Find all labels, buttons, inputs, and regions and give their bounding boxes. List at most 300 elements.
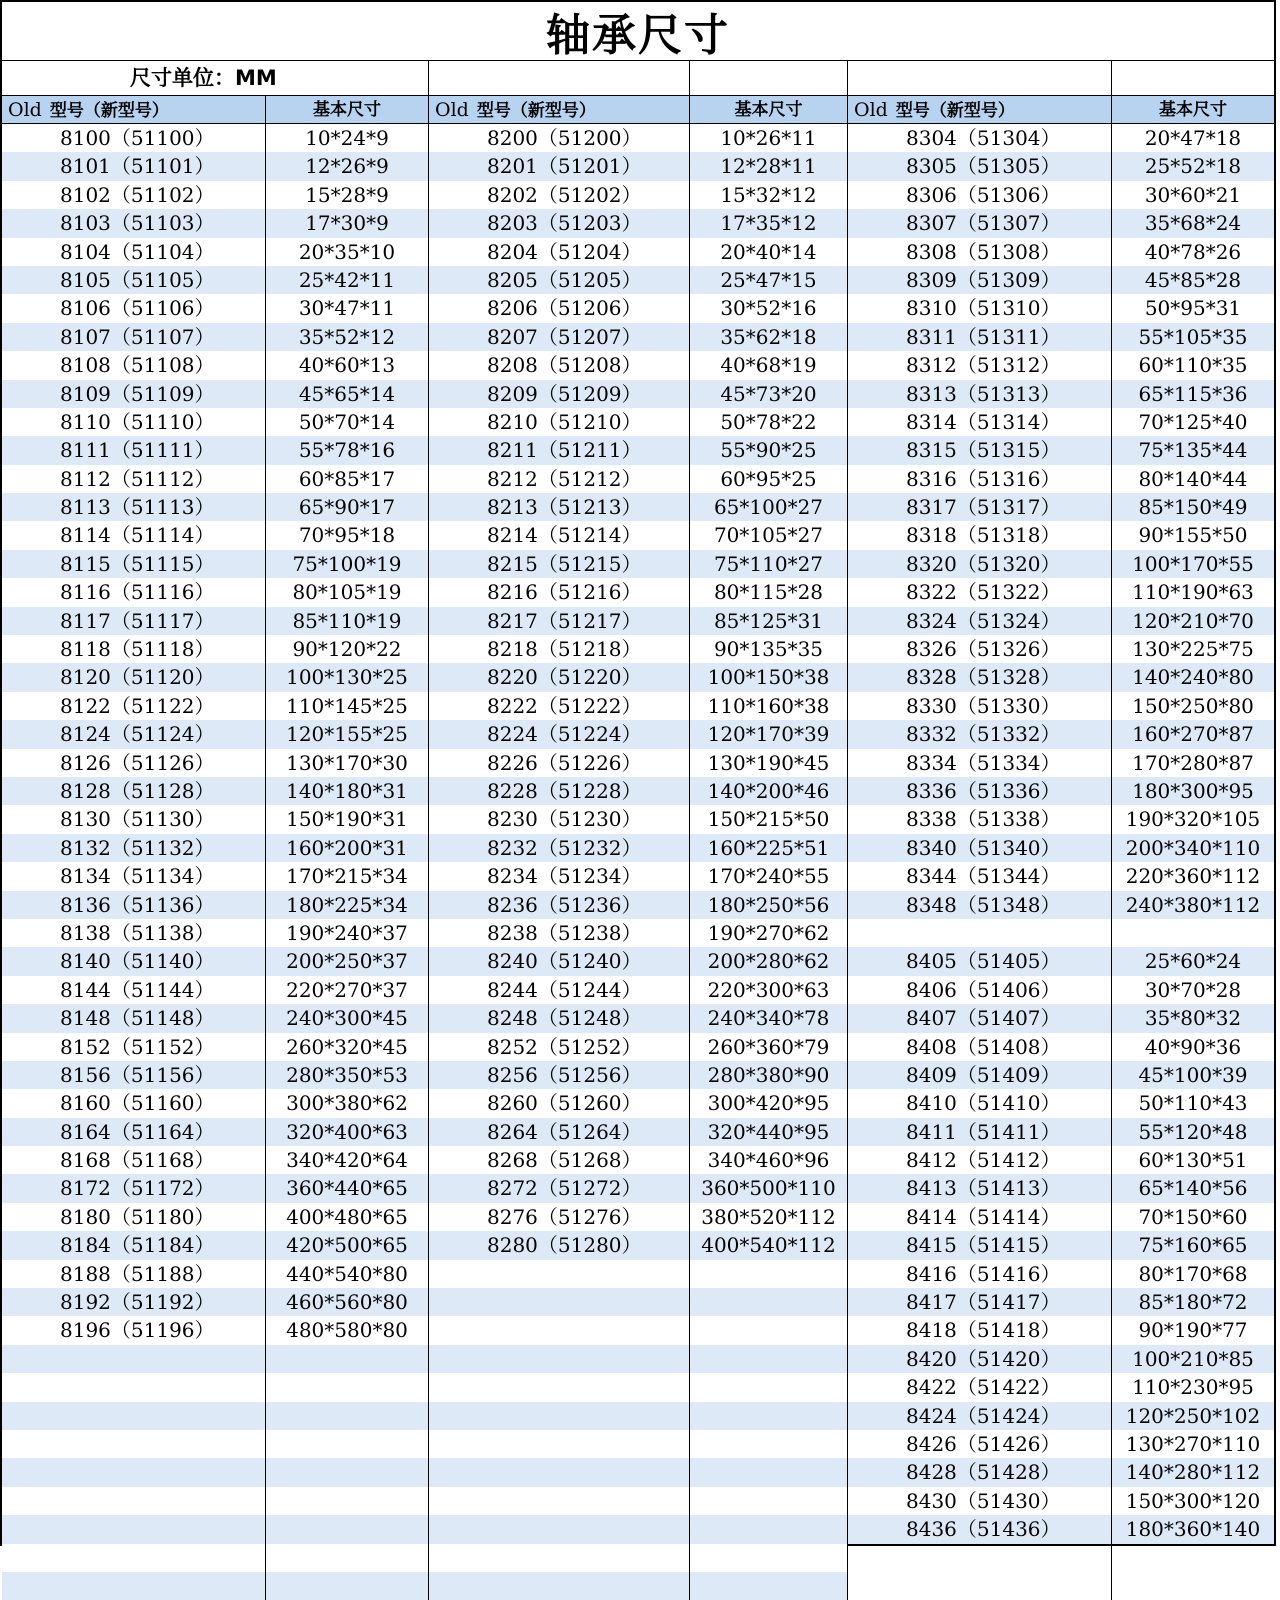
size-cell: 280*350*53: [266, 1061, 428, 1089]
size-cell: [690, 1487, 847, 1515]
model-header: [848, 96, 1111, 124]
size-cell: 70*105*27: [690, 521, 847, 549]
model-cell: 8168（51168）: [2, 1146, 265, 1174]
model-cell: [2, 1373, 265, 1401]
size-cell: 90*155*50: [1112, 521, 1274, 549]
model-cell: 8309（51309）: [848, 266, 1111, 294]
size-cell: 60*130*51: [1112, 1146, 1274, 1174]
model-cell: 8260（51260）: [429, 1089, 689, 1117]
size-cell: 100*150*38: [690, 663, 847, 691]
model-column-8300: [848, 96, 1112, 1600]
size-cell: 50*78*22: [690, 408, 847, 436]
size-cell: 70*150*60: [1112, 1203, 1274, 1231]
blank-cell: [1112, 61, 1274, 95]
size-cell: 85*180*72: [1112, 1288, 1274, 1316]
model-cell: 8211（51211）: [429, 436, 689, 464]
size-cell: [690, 1288, 847, 1316]
size-cell: 60*95*25: [690, 465, 847, 493]
model-cell: 8117（51117）: [2, 607, 265, 635]
model-cell: 8272（51272）: [429, 1174, 689, 1202]
size-cell: 75*110*27: [690, 550, 847, 578]
model-cell: 8311（51311）: [848, 323, 1111, 351]
model-cell: [429, 1316, 689, 1344]
size-cell: 45*73*20: [690, 380, 847, 408]
model-cell: [429, 1402, 689, 1430]
model-cell: 8411（51411）: [848, 1118, 1111, 1146]
size-cell: 30*47*11: [266, 294, 428, 322]
size-cell: 220*300*63: [690, 976, 847, 1004]
size-cell: [266, 1544, 428, 1572]
size-cell: 20*47*18: [1112, 124, 1274, 152]
size-cell: 150*215*50: [690, 805, 847, 833]
model-cell: 8220（51220）: [429, 663, 689, 691]
model-cell: 8409（51409）: [848, 1061, 1111, 1089]
size-cell: 45*65*14: [266, 380, 428, 408]
model-cell: 8422（51422）: [848, 1373, 1111, 1401]
model-cell: 8109（51109）: [2, 380, 265, 408]
size-cell: 480*580*80: [266, 1316, 428, 1344]
size-cell: 65*115*36: [1112, 380, 1274, 408]
model-cell: 8252（51252）: [429, 1033, 689, 1061]
size-cell: [690, 1430, 847, 1458]
model-cell: 8208（51208）: [429, 351, 689, 379]
model-cell: 8415（51415）: [848, 1231, 1111, 1259]
size-cell: 340*420*64: [266, 1146, 428, 1174]
bearing-table: [2, 96, 1274, 1600]
size-cell: 55*120*48: [1112, 1118, 1274, 1146]
model-cell: 8222（51222）: [429, 692, 689, 720]
size-cell: 140*280*112: [1112, 1458, 1274, 1486]
model-cell: 8134（51134）: [2, 862, 265, 890]
size-header: 基本尺寸: [266, 96, 428, 124]
model-cell: [2, 1487, 265, 1515]
model-cell: 8322（51322）: [848, 578, 1111, 606]
model-cell: 8218（51218）: [429, 635, 689, 663]
size-cell: 25*52*18: [1112, 152, 1274, 180]
size-cell: 220*360*112: [1112, 862, 1274, 890]
model-cell: 8340（51340）: [848, 834, 1111, 862]
size-cell: 300*380*62: [266, 1089, 428, 1117]
size-cell: 80*115*28: [690, 578, 847, 606]
size-cell: 130*190*45: [690, 749, 847, 777]
size-cell: 190*270*62: [690, 919, 847, 947]
model-cell: [2, 1572, 265, 1600]
model-cell: 8212（51212）: [429, 465, 689, 493]
model-cell: 8101（51101）: [2, 152, 265, 180]
size-cell: 55*105*35: [1112, 323, 1274, 351]
size-cell: 260*320*45: [266, 1033, 428, 1061]
model-cell: [429, 1373, 689, 1401]
model-cell: 8106（51106）: [2, 294, 265, 322]
size-cell: 150*250*80: [1112, 692, 1274, 720]
model-header: [2, 96, 265, 124]
size-cell: 85*150*49: [1112, 493, 1274, 521]
model-cell: 8152（51152）: [2, 1033, 265, 1061]
model-cell: 8238（51238）: [429, 919, 689, 947]
model-cell: 8316（51316）: [848, 465, 1111, 493]
size-cell: 80*105*19: [266, 578, 428, 606]
model-cell: 8210（51210）: [429, 408, 689, 436]
size-cell: 60*85*17: [266, 465, 428, 493]
size-cell: 35*62*18: [690, 323, 847, 351]
size-cell: 30*52*16: [690, 294, 847, 322]
size-cell: 260*360*79: [690, 1033, 847, 1061]
size-cell: 17*30*9: [266, 209, 428, 237]
model-cell: 8160（51160）: [2, 1089, 265, 1117]
model-cell: 8196（51196）: [2, 1316, 265, 1344]
size-cell: 220*270*37: [266, 976, 428, 1004]
model-cell: 8213（51213）: [429, 493, 689, 521]
size-cell: 50*95*31: [1112, 294, 1274, 322]
size-cell: 40*68*19: [690, 351, 847, 379]
size-cell: 30*70*28: [1112, 976, 1274, 1004]
model-cell: 8200（51200）: [429, 124, 689, 152]
model-cell: 8102（51102）: [2, 181, 265, 209]
size-cell: 140*240*80: [1112, 663, 1274, 691]
model-cell: 8207（51207）: [429, 323, 689, 351]
size-cell: 140*180*31: [266, 777, 428, 805]
model-cell: 8209（51209）: [429, 380, 689, 408]
model-cell: 8417（51417）: [848, 1288, 1111, 1316]
model-cell: 8326（51326）: [848, 635, 1111, 663]
size-cell: 340*460*96: [690, 1146, 847, 1174]
model-cell: 8108（51108）: [2, 351, 265, 379]
model-cell: 8116（51116）: [2, 578, 265, 606]
model-cell: 8120（51120）: [2, 663, 265, 691]
size-cell: [266, 1373, 428, 1401]
size-cell: 90*135*35: [690, 635, 847, 663]
model-cell: 8103（51103）: [2, 209, 265, 237]
model-cell: [429, 1260, 689, 1288]
model-cell: 8232（51232）: [429, 834, 689, 862]
blank-cell: [429, 61, 690, 95]
model-cell: 8332（51332）: [848, 720, 1111, 748]
model-cell: 8312（51312）: [848, 351, 1111, 379]
size-cell: 35*52*12: [266, 323, 428, 351]
model-cell: [2, 1515, 265, 1543]
model-cell: 8107（51107）: [2, 323, 265, 351]
size-cell: 400*480*65: [266, 1203, 428, 1231]
size-cell: 440*540*80: [266, 1260, 428, 1288]
size-cell: 85*125*31: [690, 607, 847, 635]
model-cell: 8140（51140）: [2, 947, 265, 975]
model-cell: [2, 1345, 265, 1373]
size-cell: 100*170*55: [1112, 550, 1274, 578]
model-cell: 8124（51124）: [2, 720, 265, 748]
model-cell: 8115（51115）: [2, 550, 265, 578]
size-cell: 55*78*16: [266, 436, 428, 464]
model-cell: 8180（51180）: [2, 1203, 265, 1231]
model-cell: [429, 1572, 689, 1600]
size-cell: 240*380*112: [1112, 891, 1274, 919]
model-cell: 8224（51224）: [429, 720, 689, 748]
model-cell: 8203（51203）: [429, 209, 689, 237]
model-header: [429, 96, 689, 124]
model-cell: 8104（51104）: [2, 238, 265, 266]
size-cell: 80*140*44: [1112, 465, 1274, 493]
size-cell: 160*270*87: [1112, 720, 1274, 748]
model-cell: 8344（51344）: [848, 862, 1111, 890]
model-cell: 8216（51216）: [429, 578, 689, 606]
model-cell: 8426（51426）: [848, 1430, 1111, 1458]
model-cell: 8148（51148）: [2, 1004, 265, 1032]
model-cell: 8138（51138）: [2, 919, 265, 947]
size-cell: [266, 1572, 428, 1600]
model-cell: 8305（51305）: [848, 152, 1111, 180]
model-cell: 8244（51244）: [429, 976, 689, 1004]
size-cell: 300*420*95: [690, 1089, 847, 1117]
model-cell: [429, 1458, 689, 1486]
model-cell: 8136（51136）: [2, 891, 265, 919]
model-cell: 8276（51276）: [429, 1203, 689, 1231]
size-cell: 50*70*14: [266, 408, 428, 436]
model-cell: 8413（51413）: [848, 1174, 1111, 1202]
size-cell: 100*130*25: [266, 663, 428, 691]
model-cell: 8405（51405）: [848, 947, 1111, 975]
size-cell: 25*42*11: [266, 266, 428, 294]
size-cell: [690, 1260, 847, 1288]
size-cell: 280*380*90: [690, 1061, 847, 1089]
size-cell: [266, 1487, 428, 1515]
size-cell: [266, 1402, 428, 1430]
size-cell: 200*340*110: [1112, 834, 1274, 862]
old-label: Old: [854, 99, 888, 121]
size-cell: 120*250*102: [1112, 1402, 1274, 1430]
model-cell: 8130（51130）: [2, 805, 265, 833]
model-cell: [2, 1544, 265, 1572]
size-cell: 65*100*27: [690, 493, 847, 521]
model-cell: 8126（51126）: [2, 749, 265, 777]
size-cell: 30*60*21: [1112, 181, 1274, 209]
model-cell: 8317（51317）: [848, 493, 1111, 521]
size-cell: [266, 1458, 428, 1486]
size-cell: 200*280*62: [690, 947, 847, 975]
size-cell: 130*170*30: [266, 749, 428, 777]
model-cell: 8236（51236）: [429, 891, 689, 919]
model-cell: 8320（51320）: [848, 550, 1111, 578]
size-cell: 180*300*95: [1112, 777, 1274, 805]
size-cell: 120*170*39: [690, 720, 847, 748]
size-column-8300: [1112, 96, 1274, 1600]
size-cell: 15*32*12: [690, 181, 847, 209]
model-cell: 8416（51416）: [848, 1260, 1111, 1288]
size-cell: 190*320*105: [1112, 805, 1274, 833]
sheet-title: 轴承尺寸: [2, 2, 1274, 61]
size-cell: 45*100*39: [1112, 1061, 1274, 1089]
model-cell: 8307（51307）: [848, 209, 1111, 237]
model-cell: 8318（51318）: [848, 521, 1111, 549]
model-cell: 8308（51308）: [848, 238, 1111, 266]
size-cell: 20*40*14: [690, 238, 847, 266]
size-cell: 60*110*35: [1112, 351, 1274, 379]
model-cell: 8132（51132）: [2, 834, 265, 862]
size-cell: 130*270*110: [1112, 1430, 1274, 1458]
model-label: 型号（新型号）: [49, 101, 169, 121]
size-cell: 460*560*80: [266, 1288, 428, 1316]
size-cell: 75*160*65: [1112, 1231, 1274, 1259]
model-cell: 8310（51310）: [848, 294, 1111, 322]
size-cell: 80*170*68: [1112, 1260, 1274, 1288]
size-cell: 400*540*112: [690, 1231, 847, 1259]
old-label: Old: [8, 99, 42, 121]
size-cell: 65*140*56: [1112, 1174, 1274, 1202]
size-cell: 360*440*65: [266, 1174, 428, 1202]
model-cell: 8215（51215）: [429, 550, 689, 578]
size-cell: 35*80*32: [1112, 1004, 1274, 1032]
size-cell: [690, 1572, 847, 1600]
model-cell: [429, 1544, 689, 1572]
unit-label: 尺寸单位：MM: [130, 66, 277, 90]
blank-cell: [848, 61, 1112, 95]
size-cell: 110*145*25: [266, 692, 428, 720]
model-cell: 8172（51172）: [2, 1174, 265, 1202]
size-cell: 10*26*11: [690, 124, 847, 152]
model-label: 型号（新型号）: [895, 101, 1015, 121]
model-cell: 8112（51112）: [2, 465, 265, 493]
model-cell: 8420（51420）: [848, 1345, 1111, 1373]
model-cell: 8436（51436）: [848, 1515, 1111, 1543]
model-cell: 8304（51304）: [848, 124, 1111, 152]
model-cell: 8264（51264）: [429, 1118, 689, 1146]
size-cell: 90*120*22: [266, 635, 428, 663]
model-cell: 8328（51328）: [848, 663, 1111, 691]
model-cell: 8424（51424）: [848, 1402, 1111, 1430]
model-cell: [429, 1345, 689, 1373]
model-cell: 8100（51100）: [2, 124, 265, 152]
size-cell: 180*250*56: [690, 891, 847, 919]
size-header: 基本尺寸: [690, 96, 847, 124]
model-cell: 8430（51430）: [848, 1487, 1111, 1515]
size-cell: 40*78*26: [1112, 238, 1274, 266]
model-cell: 8201（51201）: [429, 152, 689, 180]
unit-cell: [2, 61, 429, 95]
model-column-8200: [429, 96, 690, 1600]
model-cell: 8248（51248）: [429, 1004, 689, 1032]
size-cell: 320*400*63: [266, 1118, 428, 1146]
model-cell: 8428（51428）: [848, 1458, 1111, 1486]
model-cell: 8408（51408）: [848, 1033, 1111, 1061]
model-cell: 8188（51188）: [2, 1260, 265, 1288]
model-cell: 8164（51164）: [2, 1118, 265, 1146]
model-cell: 8226（51226）: [429, 749, 689, 777]
size-cell: 130*225*75: [1112, 635, 1274, 663]
model-cell: 8204（51204）: [429, 238, 689, 266]
model-cell: 8418（51418）: [848, 1316, 1111, 1344]
model-cell: 8144（51144）: [2, 976, 265, 1004]
model-cell: 8234（51234）: [429, 862, 689, 890]
model-cell: 8324（51324）: [848, 607, 1111, 635]
size-cell: [266, 1430, 428, 1458]
model-cell: 8156（51156）: [2, 1061, 265, 1089]
model-cell: 8228（51228）: [429, 777, 689, 805]
size-cell: 240*340*78: [690, 1004, 847, 1032]
size-cell: 120*210*70: [1112, 607, 1274, 635]
size-cell: [266, 1345, 428, 1373]
model-cell: 8334（51334）: [848, 749, 1111, 777]
size-cell: 160*200*31: [266, 834, 428, 862]
size-cell: 170*215*34: [266, 862, 428, 890]
model-cell: 8336（51336）: [848, 777, 1111, 805]
model-cell: [848, 919, 1111, 947]
model-cell: 8217（51217）: [429, 607, 689, 635]
size-cell: 140*200*46: [690, 777, 847, 805]
size-cell: [690, 1402, 847, 1430]
size-cell: 240*300*45: [266, 1004, 428, 1032]
size-cell: 180*225*34: [266, 891, 428, 919]
size-cell: [690, 1345, 847, 1373]
size-cell: 150*300*120: [1112, 1487, 1274, 1515]
size-cell: 75*100*19: [266, 550, 428, 578]
size-cell: 180*360*140: [1112, 1515, 1274, 1543]
model-cell: 8214（51214）: [429, 521, 689, 549]
model-cell: 8410（51410）: [848, 1089, 1111, 1117]
size-cell: 360*500*110: [690, 1174, 847, 1202]
blank-cell: [690, 61, 848, 95]
size-cell: 170*280*87: [1112, 749, 1274, 777]
size-cell: 75*135*44: [1112, 436, 1274, 464]
size-cell: [1112, 919, 1274, 947]
model-cell: 8407（51407）: [848, 1004, 1111, 1032]
size-cell: 120*155*25: [266, 720, 428, 748]
size-cell: 45*85*28: [1112, 266, 1274, 294]
model-cell: 8315（51315）: [848, 436, 1111, 464]
size-cell: 380*520*112: [690, 1203, 847, 1231]
model-cell: 8240（51240）: [429, 947, 689, 975]
size-cell: 170*240*55: [690, 862, 847, 890]
size-cell: 50*110*43: [1112, 1089, 1274, 1117]
size-cell: 40*60*13: [266, 351, 428, 379]
size-cell: 100*210*85: [1112, 1345, 1274, 1373]
size-cell: [266, 1515, 428, 1543]
model-cell: [2, 1458, 265, 1486]
size-cell: 110*190*63: [1112, 578, 1274, 606]
model-cell: 8110（51110）: [2, 408, 265, 436]
model-cell: 8118（51118）: [2, 635, 265, 663]
size-cell: 15*28*9: [266, 181, 428, 209]
old-label: Old: [435, 99, 469, 121]
unit-row: [2, 61, 1274, 96]
model-cell: 8414（51414）: [848, 1203, 1111, 1231]
model-cell: 8184（51184）: [2, 1231, 265, 1259]
model-cell: 8314（51314）: [848, 408, 1111, 436]
size-cell: 70*95*18: [266, 521, 428, 549]
size-cell: 25*60*24: [1112, 947, 1274, 975]
size-cell: 190*240*37: [266, 919, 428, 947]
size-cell: 70*125*40: [1112, 408, 1274, 436]
model-cell: 8348（51348）: [848, 891, 1111, 919]
size-cell: 12*26*9: [266, 152, 428, 180]
model-cell: [429, 1515, 689, 1543]
size-cell: 65*90*17: [266, 493, 428, 521]
model-cell: 8330（51330）: [848, 692, 1111, 720]
size-cell: 420*500*65: [266, 1231, 428, 1259]
model-cell: 8206（51206）: [429, 294, 689, 322]
size-cell: 85*110*19: [266, 607, 428, 635]
size-cell: 35*68*24: [1112, 209, 1274, 237]
size-cell: 25*47*15: [690, 266, 847, 294]
model-cell: 8306（51306）: [848, 181, 1111, 209]
size-cell: [690, 1515, 847, 1543]
size-cell: 110*230*95: [1112, 1373, 1274, 1401]
size-cell: [690, 1373, 847, 1401]
size-column-8200: [690, 96, 848, 1600]
model-column-8100: [2, 96, 266, 1600]
model-cell: [429, 1487, 689, 1515]
model-cell: 8122（51122）: [2, 692, 265, 720]
model-cell: 8338（51338）: [848, 805, 1111, 833]
size-cell: [690, 1458, 847, 1486]
size-cell: 110*160*38: [690, 692, 847, 720]
